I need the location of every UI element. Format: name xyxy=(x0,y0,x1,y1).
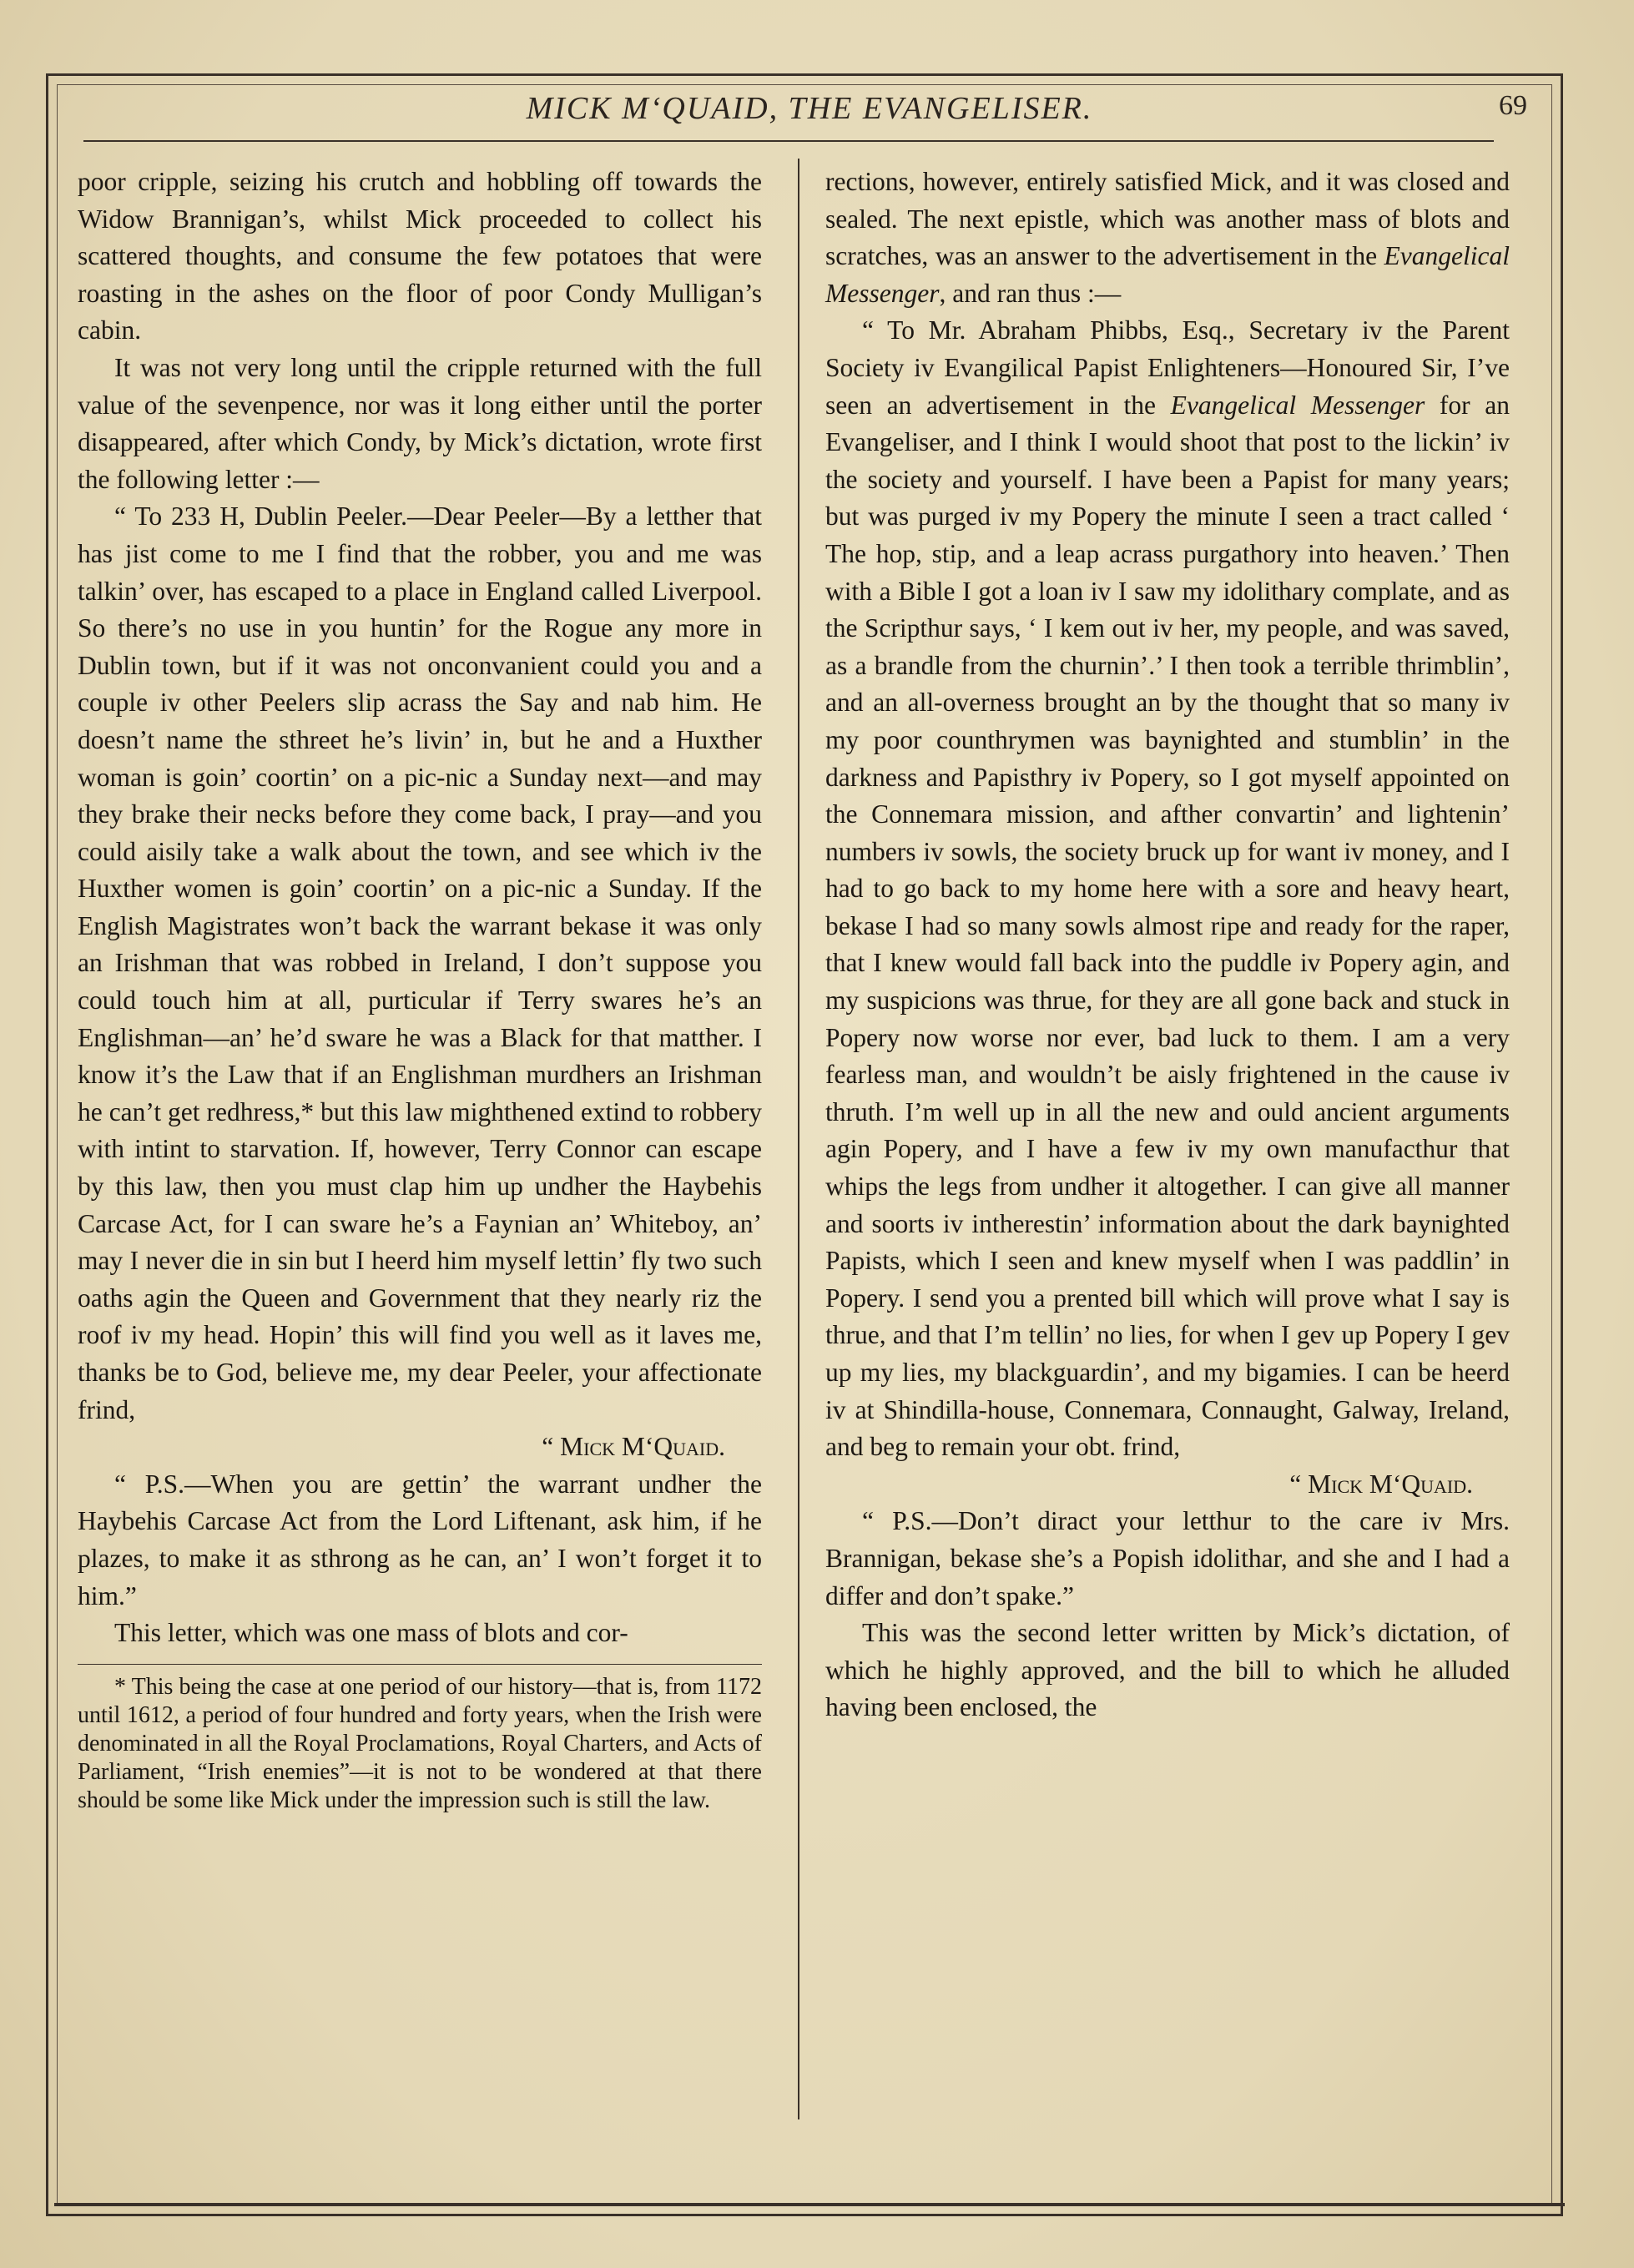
paragraph: poor cripple, seizing his crutch and hobbling off towards the Widow Brannigan’s, whilst Mick proceeded to collect his scattered thoughts, and consume the few potatoes that were roasting in the ashes on the floor of poor Condy Mulligan’s cabin. xyxy=(78,167,762,345)
letter-body xyxy=(825,312,1510,1465)
signature-name: Mick M‘Quaid. xyxy=(560,1432,725,1462)
right-column xyxy=(825,164,1510,1726)
italic-title: Evangelical Messenger xyxy=(825,241,1510,308)
letter-signature xyxy=(825,1466,1510,1504)
paragraph xyxy=(825,164,1510,312)
footnote-rule xyxy=(78,1664,762,1665)
text-run: rections, however, entirely satisfied Mick, and it was closed and sealed. The next epistle, which was another mass of blots and scratches, was an answer to the advertisement in the xyxy=(825,167,1510,271)
text-run: for an Evangeliser, and I think I would shoot that post to the lickin’ iv the society and yourself. I have been a Papist for many years; but was purged iv my Popery the minute I seen a tract called ‘ The hop, stip, and a leap acrass purgathory into heaven.’ Then with a Bible I got a loan iv I saw my idolithary complate, and as the Scripthur says, ‘ I kem out iv her, my people, and was saved, as a brandle from the churnin’.’ I then took a terrible thrimblin’, and an all-overness brought an by the thought that so many iv my poor counthrymen was baynighted and stumblin’ in the darkness and Papisthry iv Popery, so I got myself appointed on the Connemara mission, and afther convartin’ and lightenin’ numbers iv sowls, the society bruck up for want iv money, and I had to go back to my home here with a sore and heavy heart, bekase I had so many sowls almost ripe and ready for the raper, that I knew would fall back into the puddle iv Popery agin, and my suspicions was thrue, for they are all gone back and stuck in Popery now worse nor ever, bad luck to them. I am a very fearless man, and wouldn’t be aisly frightened in the cause iv thruth. I’m well up in all the new and ould ancient arguments agin Popery, and I have a few iv my own manufacthur that whips the legs from undher it altogether. I can give all manner and soorts iv intherestin’ information about the dark baynighted Papists, which I seen and knew myself when I was paddlin’ in Popery. I send you a prented bill which will prove what I say is thrue, and that I’m tellin’ no lies, for when I gev up Popery I gev up my lies, my blackguardin’, and my bigamies. I can be heerd iv at Shindilla-house, Connemara, Connaught, Galway, Ireland, and beg to remain your obt. frind, xyxy=(825,390,1510,1462)
paragraph: This was the second letter written by Mick’s dictation, of which he highly approved, and the bill to which he alluded having been enclosed, the xyxy=(825,1618,1510,1722)
italic-title: Evangelical Messenger xyxy=(1170,390,1425,420)
header-rule xyxy=(83,140,1494,142)
page-title: MICK M‘QUAID, THE EVANGELISER. xyxy=(526,91,1093,126)
paragraph: It was not very long until the cripple returned with the full value of the sevenpence, nor was it long either until the porter disappeared, after which Condy, by Mick’s dictation, wrote first the following letter :— xyxy=(78,352,762,494)
signature-name: Mick M‘Quaid. xyxy=(1308,1469,1473,1499)
left-column xyxy=(78,164,762,1815)
letter-signature xyxy=(78,1429,762,1466)
column-divider xyxy=(798,159,799,2119)
signature-quote: “ xyxy=(542,1432,554,1462)
postscript: “ P.S.—Don’t diract your letthur to the care iv Mrs. Brannigan, bekase she’s a Popish idolithar, and she and I had a differ and don’t spake.” xyxy=(825,1506,1510,1610)
page-number: 69 xyxy=(1499,90,1527,121)
bottom-rule xyxy=(54,2203,1565,2206)
paragraph: This letter, which was one mass of blots and cor- xyxy=(114,1618,628,1648)
running-head xyxy=(58,83,1561,134)
text-run: “ To Mr. Abraham Phibbs, Esq., Secretary iv the Parent Society iv Evangilical Papist Enlighteners—Honoured Sir, I’ve seen an advertisement in the xyxy=(825,315,1510,420)
footnote: * This being the case at one period of our history—that is, from 1172 until 1612, a period of four hundred and forty years, when the Irish were denominated in all the Royal Proclamations, Royal Charters, and Acts of Parliament, “Irish enemies”—it is not to be wondered at that there should be some like Mick under the impression such is still the law. xyxy=(78,1673,762,1813)
text-run: , and ran thus :— xyxy=(939,278,1122,308)
letter-body: “ To 233 H, Dublin Peeler.—Dear Peeler—By a letther that has jist come to me I find that the robber, you and me was talkin’ over, has escaped to a place in England called Liverpool. So there’s no use in you huntin’ for the Rogue any more in Dublin town, but if it was not onconvanient could you and a couple iv other Peelers slip acrass the Say and nab him. He doesn’t name the sthreet he’s livin’ in, but he and a Huxther woman is goin’ coortin’ on a pic-nic a Sunday next—and may they brake their necks before they come back, I pray—and you could aisily take a walk about the town, and see which iv the Huxther women is goin’ coortin’ on a pic-nic a Sunday. If the English Magistrates won’t back the warrant bekase it was only an Irishman that was robbed in Ireland, I don’t suppose you could touch him at all, purticular if Terry swares he’s an Englishman—an’ he’d sware he was a Black for that matther. I know it’s the Law that if an Englishman murdhers an Irishman he can’t get redhress,* but this law mighthened extind to robbery with intint to starvation. If, however, Terry Connor can escape by this law, then you must clap him up undher the Haybehis Carcase Act, for I can sware he’s a Faynian an’ Whiteboy, an’ may I never die in sin but I heerd him myself lettin’ fly two such oaths agin the Queen and Government that they nearly riz the roof iv my head. Hopin’ this will find you well as it laves me, thanks be to God, believe me, my dear Peeler, your affectionate frind, xyxy=(78,501,762,1424)
postscript: “ P.S.—When you are gettin’ the warrant undher the Haybehis Carcase Act from the Lord Liftenant, ask him, if he plazes, to make it as sthrong as he can, an’ I won’t forget it to him.” xyxy=(78,1469,762,1610)
signature-quote: “ xyxy=(1289,1469,1302,1499)
